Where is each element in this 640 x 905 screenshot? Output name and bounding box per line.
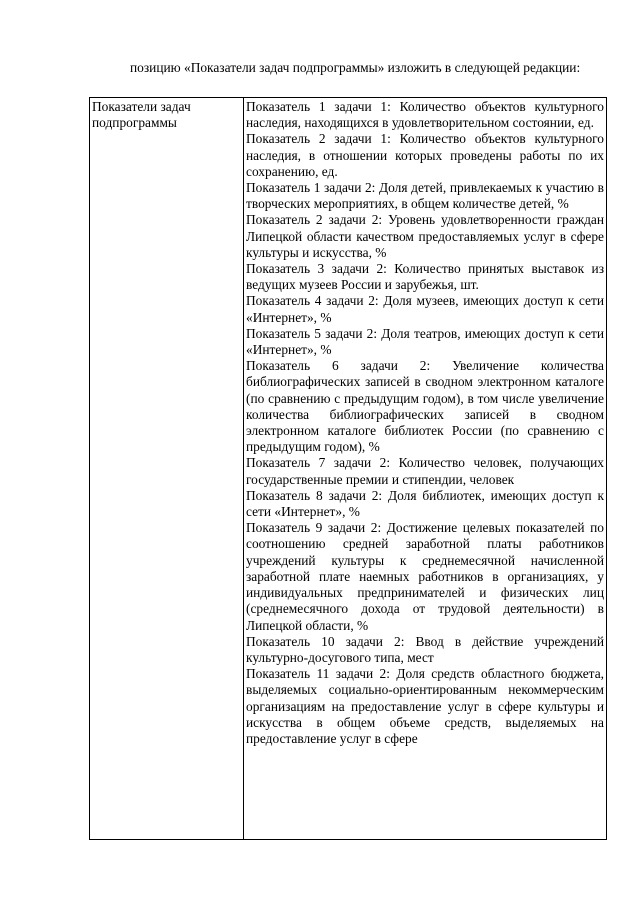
indicator-8-task-2: Показатель 8 задачи 2: Доля библиотек, имеющих доступ к сети «Интернет», % [246, 487, 604, 520]
table-label-cell: Показатели задач подпрограммы [90, 98, 244, 840]
indicator-1-task-1: Показатель 1 задачи 1: Количество объектов культурного наследия, находящихся в удовлетворительном состоянии, ед. [246, 99, 604, 131]
indicator-2-task-2: Показатель 2 задачи 2: Уровень удовлетворенности граждан Липецкой области качеством предоставляемых услуг в сфере культуры и искусства, % [246, 212, 604, 260]
indicator-5-task-2: Показатель 5 задачи 2: Доля театров, имеющих доступ к сети «Интернет», % [246, 325, 604, 358]
indicator-6-task-2: Показатель 6 задачи 2: Увеличение количества библиографических записей в сводном электронном каталоге (по сравнению с предыдущим годом), в том числе увеличение количества библиографических записей в сводном электронном каталоге библиотек России (по сравнению с предыдущим годом), % [246, 358, 604, 455]
indicators-table [89, 97, 607, 840]
indicator-7-task-2: Показатель 7 задачи 2: Количество человек, получающих государственные премии и стипендии, человек [246, 455, 604, 487]
indicator-1-task-2: Показатель 1 задачи 2: Доля детей, привлекаемых к участию в творческих мероприятиях, в общем количестве детей, % [246, 180, 604, 212]
table-content-cell [244, 98, 607, 840]
indicator-3-task-2: Показатель 3 задачи 2: Количество принятых выставок из ведущих музеев России и зарубежья, шт. [246, 261, 604, 293]
indicator-10-task-2: Показатель 10 задачи 2: Ввод в действие учреждений культурно-досугового типа, мест [246, 633, 604, 665]
indicator-4-task-2: Показатель 4 задачи 2: Доля музеев, имеющих доступ к сети «Интернет», % [246, 293, 604, 325]
intro-paragraph: позицию «Показатели задач подпрограммы» изложить в следующей редакции: [130, 60, 581, 75]
indicator-9-task-2: Показатель 9 задачи 2: Достижение целевых показателей по соотношению средней заработной платы работников учреждений культуры к среднемесячной начисленной заработной плате наемных работников в организациях, у индивидуальных предпринимателей и физических лиц (среднемесячного дохода от трудовой деятельности) в Липецкой области, % [246, 520, 604, 633]
indicator-11-task-2: Показатель 11 задачи 2: Доля средств областного бюджета, выделяемых социально-ориентированным некоммерческим организациям на предоставление услуг в сфере культуры и искусства в общем объеме средств, выделяемых на предоставление услуг в сфере [246, 666, 604, 746]
indicator-2-task-1: Показатель 2 задачи 1: Количество объектов культурного наследия, в отношении которых проведены работы по их сохранению, ед. [246, 131, 604, 179]
table-row [90, 98, 607, 840]
